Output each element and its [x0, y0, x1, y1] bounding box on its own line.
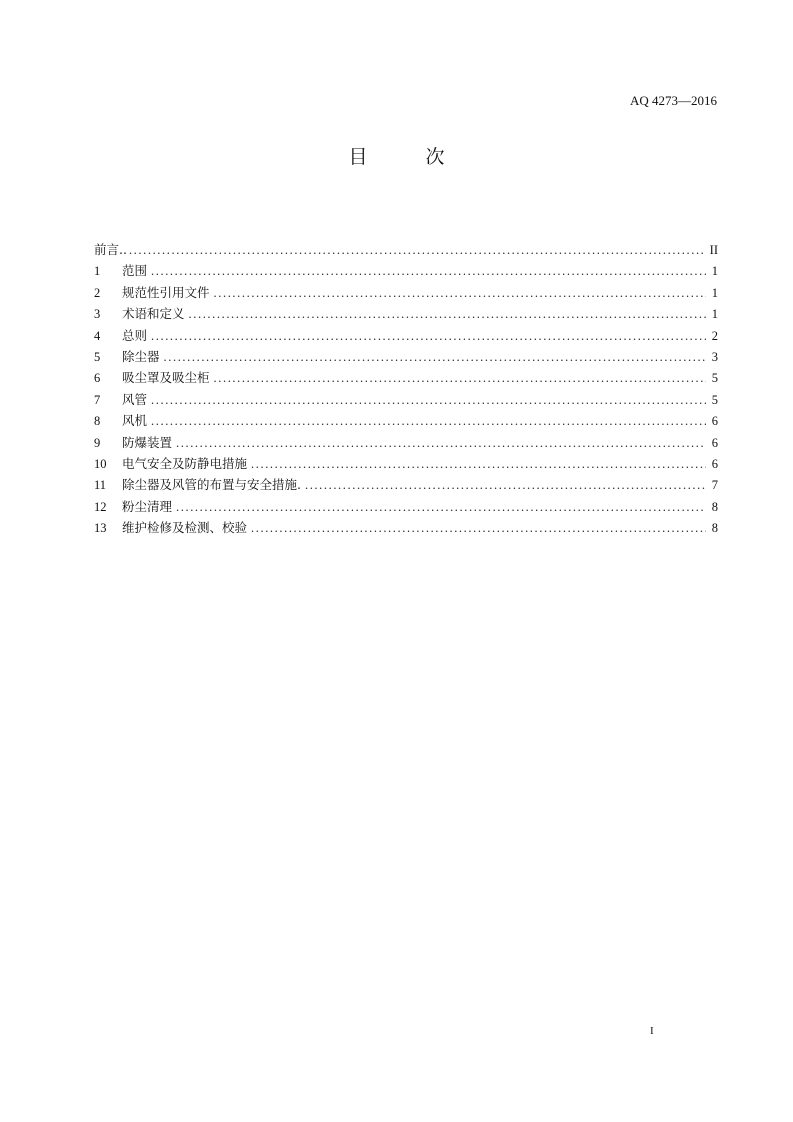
toc-entry[interactable] — [94, 497, 718, 518]
toc-entry-page: 3 — [711, 349, 718, 364]
toc-entry-label: 粉尘清理 — [122, 498, 173, 514]
toc-dot-leader — [176, 500, 706, 515]
toc-entry-number: 6 — [94, 371, 101, 386]
toc-entry-label: 电气安全及防静电措施 — [122, 455, 248, 471]
toc-entry-page: 6 — [711, 456, 718, 471]
toc-entry-number: 11 — [94, 478, 107, 493]
toc-entry[interactable] — [94, 347, 718, 368]
toc-entry-number: 5 — [94, 349, 101, 364]
toc-entry-number: 9 — [94, 435, 101, 450]
standard-code: AQ 4273—2016 — [629, 93, 717, 108]
toc-entry-page: 5 — [711, 371, 718, 386]
toc-entry-number: 7 — [94, 392, 101, 407]
toc-entry-label: 吸尘罩及吸尘柜 — [122, 370, 210, 386]
toc-entry-page: 5 — [711, 392, 718, 407]
table-of-contents — [94, 240, 718, 539]
toc-entry-page: 6 — [711, 435, 718, 450]
toc-dot-leader — [214, 286, 706, 301]
toc-entry[interactable] — [94, 368, 718, 389]
toc-entry-number: 3 — [94, 307, 101, 322]
toc-entry-foreword[interactable] — [94, 240, 718, 261]
toc-entry-page: 2 — [711, 328, 718, 343]
toc-entry-number: 2 — [94, 285, 101, 300]
toc-entry-label: 术语和定义 — [122, 306, 185, 322]
toc-dot-leader — [151, 414, 706, 429]
toc-entry-label: 维护检修及检测、校验 — [122, 520, 248, 536]
toc-entry-number: 4 — [94, 328, 101, 343]
toc-dot-leader — [164, 350, 706, 365]
toc-dot-leader — [214, 371, 706, 386]
toc-entry-number: 12 — [94, 499, 107, 514]
toc-dot-leader — [251, 457, 706, 472]
toc-entry-page: 7 — [711, 478, 718, 493]
toc-entry-page: 1 — [711, 307, 718, 322]
toc-dot-leader — [129, 243, 706, 258]
toc-entry-page: 1 — [711, 264, 718, 279]
toc-entry-page: 8 — [711, 521, 718, 536]
toc-dot-leader — [151, 393, 706, 408]
toc-entry-number: 1 — [94, 264, 101, 279]
toc-entry-number: 8 — [94, 414, 101, 429]
title-char-1: 目 — [348, 146, 368, 168]
toc-entry-number: 10 — [94, 456, 107, 471]
toc-entry[interactable] — [94, 454, 718, 475]
toc-entry-label: 风管 — [122, 391, 148, 407]
toc-entry-number: 13 — [94, 521, 107, 536]
toc-entry-label: 防爆装置 — [122, 434, 173, 450]
toc-dot-leader — [151, 264, 706, 279]
toc-entry[interactable] — [94, 261, 718, 282]
toc-entry-page: 1 — [711, 285, 718, 300]
page-title — [0, 142, 793, 169]
toc-entry[interactable] — [94, 326, 718, 347]
toc-dot-leader — [305, 478, 706, 493]
toc-entry[interactable] — [94, 433, 718, 454]
toc-entry[interactable] — [94, 283, 718, 304]
toc-entry[interactable] — [94, 304, 718, 325]
title-char-2: 次 — [425, 146, 445, 168]
page-number: I — [650, 1025, 654, 1037]
toc-entry-label: 范围 — [122, 263, 148, 279]
toc-entry-label: 除尘器 — [122, 348, 160, 364]
toc-entry-label: 风机 — [122, 413, 148, 429]
toc-dot-leader — [189, 307, 706, 322]
toc-dot-leader — [251, 521, 706, 536]
toc-entry[interactable] — [94, 411, 718, 432]
toc-entry-label: 规范性引用文件 — [122, 284, 210, 300]
toc-entry[interactable] — [94, 518, 718, 539]
toc-entry-page: 8 — [711, 499, 718, 514]
toc-entry[interactable] — [94, 390, 718, 411]
toc-entry-page: 6 — [711, 414, 718, 429]
toc-entry-label: 除尘器及风管的布置与安全措施. — [122, 477, 301, 493]
toc-entry-label: 前言.. — [94, 242, 127, 257]
toc-entry-label: 总则 — [122, 327, 148, 343]
toc-entry-page: II — [709, 243, 718, 257]
toc-dot-leader — [151, 329, 706, 344]
toc-dot-leader — [176, 436, 706, 451]
toc-entry[interactable] — [94, 475, 718, 496]
